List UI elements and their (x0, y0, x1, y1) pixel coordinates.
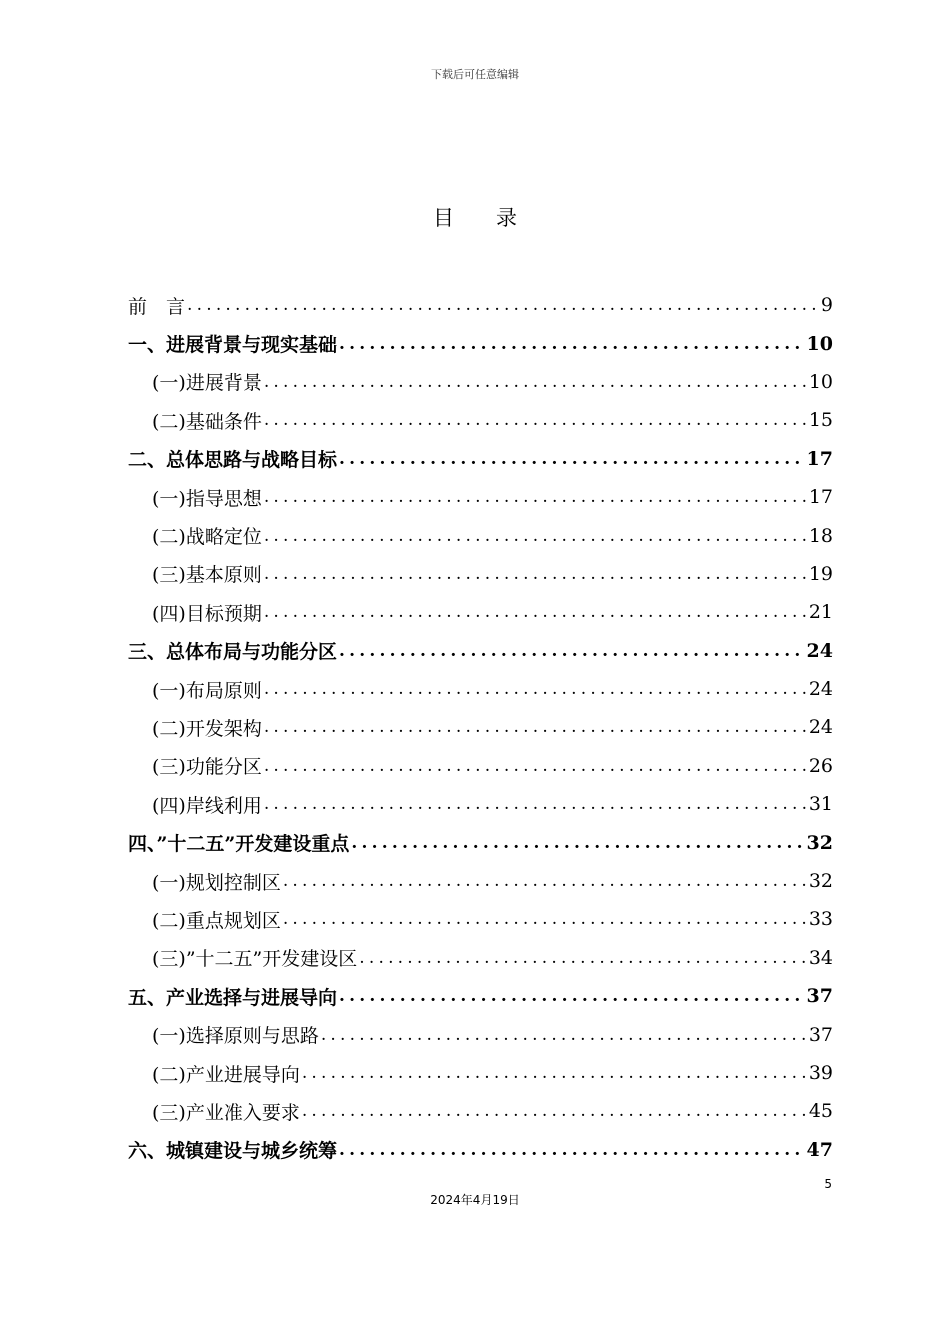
toc-leader-dots (187, 295, 819, 315)
toc-leader-dots (264, 410, 807, 430)
toc-entry[interactable] (128, 286, 833, 324)
toc-entry[interactable] (128, 708, 833, 746)
toc-entry[interactable] (128, 939, 833, 977)
toc-entry[interactable] (128, 862, 833, 900)
toc-entry[interactable] (128, 363, 833, 401)
toc-leader-dots (339, 334, 805, 354)
toc-entry-label: (三)产业准入要求 (152, 1101, 300, 1124)
toc-entry-label: (二)产业进展导向 (152, 1063, 300, 1086)
toc-entry-page: 21 (808, 601, 833, 624)
toc-title-left: 目 (433, 206, 454, 230)
toc-entry-page: 17 (806, 447, 833, 470)
toc-leader-dots (264, 679, 807, 699)
toc-entry[interactable] (128, 401, 833, 439)
toc-entry-page: 10 (806, 332, 833, 355)
toc-entry-page: 9 (820, 294, 833, 317)
toc-leader-dots (264, 717, 807, 737)
toc-leader-dots (339, 1140, 805, 1160)
toc-entry[interactable] (128, 1092, 833, 1130)
toc-entry-label: 二、总体思路与战略目标 (128, 449, 338, 472)
toc-entry-page: 31 (808, 793, 833, 816)
toc-title (0, 202, 950, 232)
toc-entry[interactable] (128, 785, 833, 823)
toc-entry-label: (一)选择原则与思路 (152, 1025, 319, 1048)
toc-entry-page: 10 (808, 370, 833, 393)
toc-leader-dots (264, 526, 807, 546)
toc-entry-label: (三)基本原则 (152, 564, 262, 587)
toc-leader-dots (302, 1101, 807, 1121)
toc-entry-label: (四)目标预期 (152, 602, 262, 625)
toc-entry-label: (二)基础条件 (152, 410, 262, 433)
toc-entry-page: 24 (806, 639, 833, 662)
toc-entry-page: 18 (808, 524, 833, 547)
toc-entry-page: 33 (808, 908, 833, 931)
toc-entry-label: 四、”十二五”开发建设重点 (128, 833, 350, 856)
toc-entry-page: 47 (806, 1138, 833, 1161)
toc-title-right: 录 (496, 206, 517, 230)
toc-entry-label: (一)指导思想 (152, 487, 262, 510)
toc-leader-dots (283, 909, 807, 929)
toc-leader-dots (264, 487, 807, 507)
toc-entry-label: (一)进展背景 (152, 372, 262, 395)
toc-leader-dots (264, 564, 807, 584)
toc-entry[interactable] (128, 1131, 833, 1169)
toc-entry[interactable] (128, 478, 833, 516)
toc-entry-label: 前 言 (128, 295, 186, 318)
toc-entry[interactable] (128, 1054, 833, 1092)
toc-leader-dots (264, 372, 807, 392)
toc-entry-label: (二)开发架构 (152, 717, 262, 740)
toc-entry-label: (一)规划控制区 (152, 871, 281, 894)
toc-entry-page: 19 (808, 562, 833, 585)
page-number: 5 (824, 1177, 832, 1191)
toc-entry[interactable] (128, 516, 833, 554)
toc-entry-page: 37 (806, 985, 833, 1008)
footer-date: 2024年4月19日 (430, 1193, 520, 1207)
toc-entry-label: (四)岸线利用 (152, 794, 262, 817)
toc-leader-dots (339, 449, 805, 469)
toc-leader-dots (264, 602, 807, 622)
toc-entry[interactable] (128, 324, 833, 362)
toc-entry-label: (一)布局原则 (152, 679, 262, 702)
toc-entry-label: 三、总体布局与功能分区 (128, 641, 338, 664)
toc-entry-page: 24 (808, 678, 833, 701)
toc-entry[interactable] (128, 670, 833, 708)
toc-entry-label: 六、城镇建设与城乡统筹 (128, 1140, 338, 1163)
toc-entry-page: 15 (808, 409, 833, 432)
toc-leader-dots (302, 1063, 807, 1083)
toc-entry-label: (三)”十二五”开发建设区 (152, 948, 358, 971)
toc-entry-label: (二)重点规划区 (152, 909, 281, 932)
toc-entry-page: 37 (808, 1023, 833, 1046)
toc-entry-page: 39 (808, 1062, 833, 1084)
toc-leader-dots (339, 641, 805, 661)
toc-entry[interactable] (128, 632, 833, 670)
toc-entry[interactable] (128, 900, 833, 938)
toc-entry[interactable] (128, 977, 833, 1015)
toc-entry-page: 17 (808, 486, 833, 509)
toc-entry-label: (二)战略定位 (152, 526, 262, 549)
toc-leader-dots (359, 948, 807, 968)
toc-entry-page: 32 (808, 870, 833, 893)
header-note: 下载后可任意编辑 (431, 68, 519, 81)
toc-entry[interactable] (128, 1015, 833, 1053)
toc-leader-dots (264, 756, 807, 776)
toc-entry-label: (三)功能分区 (152, 756, 262, 779)
toc-entry[interactable] (128, 747, 833, 785)
toc-entry[interactable] (128, 823, 833, 861)
toc-leader-dots (339, 986, 805, 1006)
toc-entry[interactable] (128, 440, 833, 478)
toc-entry-page: 34 (808, 946, 833, 969)
toc-entry-page: 26 (808, 754, 833, 777)
toc-entry-page: 45 (808, 1100, 833, 1123)
toc-leader-dots (321, 1025, 807, 1045)
toc-leader-dots (351, 833, 804, 853)
toc-entry[interactable] (128, 555, 833, 593)
toc-entry-page: 24 (808, 716, 833, 739)
toc-entry-page: 32 (806, 831, 833, 854)
table-of-contents (128, 286, 833, 1169)
toc-entry-label: 一、进展背景与现实基础 (128, 334, 338, 357)
toc-entry-label: 五、产业选择与进展导向 (128, 986, 338, 1009)
toc-leader-dots (264, 794, 807, 814)
toc-entry[interactable] (128, 593, 833, 631)
toc-leader-dots (283, 871, 807, 891)
